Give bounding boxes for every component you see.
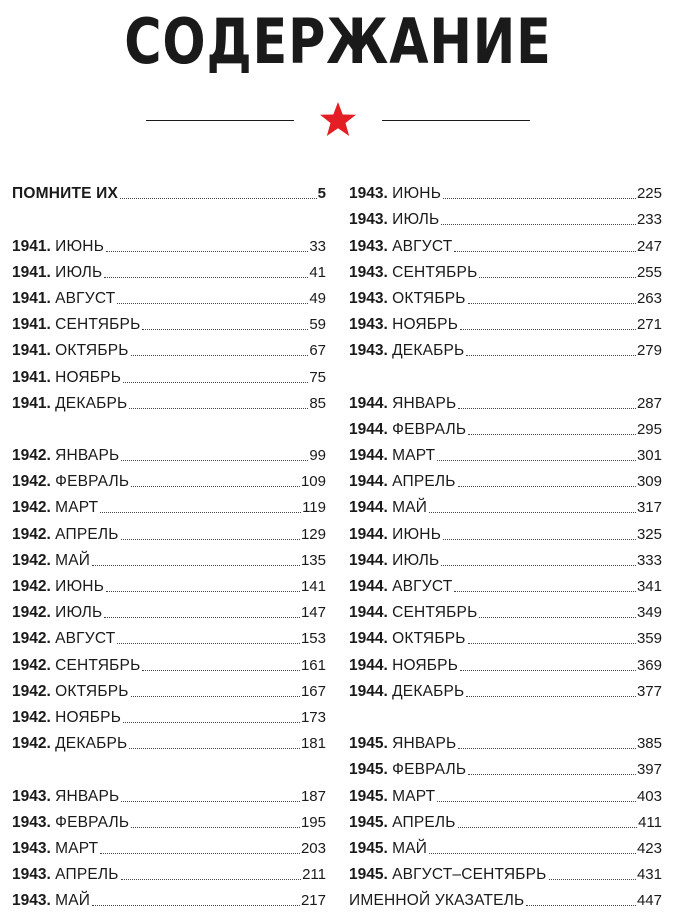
dot-leader [129, 408, 308, 409]
dot-leader [131, 486, 300, 487]
toc-entry-page: 217 [300, 892, 326, 910]
toc-entry-label: ИМЕННОЙ УКАЗАТЕЛЬ [349, 892, 525, 910]
toc-entry-year: 1944. [349, 447, 388, 465]
dot-leader [468, 774, 636, 775]
dot-leader [468, 303, 636, 304]
toc-entry-year: 1943. [12, 787, 51, 805]
toc-entry-year: 1941. [12, 263, 51, 281]
toc-entry-page: 109 [300, 473, 326, 491]
dot-leader [104, 277, 308, 278]
toc-entry[interactable] [12, 230, 326, 256]
toc-entry-page: 317 [636, 499, 662, 517]
toc-entry-year: 1945. [349, 761, 388, 779]
toc-entry-year: 1944. [349, 473, 388, 491]
toc-entry-year: 1943. [349, 289, 388, 307]
toc-entry-year: 1944. [349, 394, 388, 412]
toc-entry-page: 203 [300, 839, 326, 857]
toc-entry-year: 1943. [349, 185, 388, 203]
toc-entry-page: 287 [636, 394, 662, 412]
dot-leader [466, 355, 636, 356]
toc-entry-year: 1941. [12, 342, 51, 360]
toc-entry-label: СЕНТЯБРЬ [392, 263, 478, 281]
toc-entry[interactable] [349, 518, 662, 544]
toc-entry-label: СЕНТЯБРЬ [55, 656, 141, 674]
toc-entry-year: 1942. [12, 578, 51, 595]
toc-entry-year: 1942. [12, 551, 51, 569]
toc-entry[interactable] [349, 807, 662, 833]
toc-entry[interactable] [349, 335, 662, 361]
toc-entry-label: АПРЕЛЬ [55, 866, 119, 884]
toc-entry-page: 309 [636, 473, 662, 491]
dot-leader [458, 748, 636, 749]
toc-entry-year: 1942. [12, 525, 51, 543]
toc-entry-label: ФЕВРАЛЬ [55, 813, 130, 831]
toc-entry-year: 1942. [12, 499, 51, 517]
toc-entry-label: ИЮНЬ [392, 185, 442, 203]
toc-entry[interactable] [12, 571, 326, 597]
toc-entry[interactable] [349, 833, 662, 859]
dot-leader [458, 486, 636, 487]
dot-leader [437, 460, 636, 461]
toc-entry[interactable] [12, 361, 326, 387]
dot-leader [458, 408, 636, 409]
toc-entry-page: 349 [636, 604, 662, 622]
toc-entry-label: ЯНВАРЬ [55, 787, 120, 805]
dot-leader [441, 565, 636, 566]
dot-leader [441, 224, 636, 225]
toc-entry[interactable] [349, 649, 662, 675]
toc-entry-year: 1944. [349, 420, 388, 438]
toc-entry-page: 75 [309, 368, 326, 386]
dot-leader [121, 539, 300, 540]
toc-entry[interactable] [12, 335, 326, 361]
toc-entry-label: ДЕКАБРЬ [55, 394, 128, 412]
dot-leader [120, 198, 317, 199]
toc-entry-page: 153 [300, 630, 326, 648]
toc-entry-page: 119 [302, 499, 326, 517]
section-gap [349, 361, 662, 387]
dot-leader [104, 617, 300, 618]
dot-leader [443, 198, 636, 199]
toc-entry-page: 99 [309, 447, 326, 465]
toc-entry-label: ДЕКАБРЬ [392, 682, 465, 700]
toc-entry-label: МАРТ [392, 447, 436, 465]
toc-entry-year: 1945. [349, 787, 388, 805]
toc-entry-page: 59 [309, 316, 326, 334]
toc-entry-label: АПРЕЛЬ [392, 813, 456, 831]
dot-leader [121, 460, 308, 461]
toc-entry-year: 1942. [12, 708, 51, 726]
toc-entry[interactable] [349, 545, 662, 571]
star-icon [318, 100, 358, 140]
toc-entry-year: 1942. [12, 604, 51, 622]
section-gap [349, 702, 662, 728]
toc-entry-label: АВГУСТ–СЕНТЯБРЬ [392, 866, 547, 884]
toc-entry-page: 67 [309, 342, 326, 360]
dot-leader [117, 643, 300, 644]
toc-entry[interactable] [12, 807, 326, 833]
toc-entry-page: 333 [636, 551, 662, 569]
toc-entry-label: МАРТ [55, 499, 99, 517]
section-gap [12, 754, 326, 780]
toc-entry[interactable] [12, 178, 326, 204]
dot-leader [454, 591, 636, 592]
dot-leader [100, 512, 301, 513]
toc-entry-year: 1944. [349, 630, 388, 648]
toc-entry-page: 195 [300, 813, 326, 831]
toc-entry[interactable] [349, 388, 662, 414]
dot-leader [468, 434, 636, 435]
toc-entry[interactable] [349, 309, 662, 335]
toc-entry-year: 1943. [12, 813, 51, 831]
toc-entry-year: 1945. [349, 866, 388, 884]
toc-entry-label: ОКТЯБРЬ [55, 682, 129, 700]
toc-entry[interactable] [12, 388, 326, 414]
toc-entry[interactable] [349, 466, 662, 492]
toc-entry[interactable] [349, 597, 662, 623]
toc-entry-label: ОКТЯБРЬ [392, 289, 466, 307]
section-gap [12, 414, 326, 440]
toc-entry-page: 247 [636, 237, 662, 255]
toc-entry-page: 359 [636, 630, 662, 648]
toc-entry-label: ФЕВРАЛЬ [392, 420, 467, 438]
toc-entry-page: 397 [636, 761, 662, 779]
dot-leader [106, 251, 308, 252]
toc-entry-year: 1943. [12, 839, 51, 857]
toc-entry-year: 1941. [12, 289, 51, 307]
page-title: СОДЕРЖАНИЕ [124, 5, 552, 78]
toc-entry[interactable] [12, 623, 326, 649]
toc-entry-label: МАРТ [392, 787, 436, 805]
toc-entry-label: НОЯБРЬ [392, 656, 459, 674]
toc-entry-label: АВГУСТ [55, 289, 116, 307]
toc-entry[interactable] [12, 702, 326, 728]
toc-entry-label: ИЮЛЬ [392, 551, 440, 569]
toc-entry-label: АВГУСТ [55, 630, 116, 648]
toc-entry-page: 41 [309, 263, 326, 281]
toc-entry-label: ЯНВАРЬ [55, 447, 120, 465]
toc-entry[interactable] [12, 676, 326, 702]
toc-entry-label: ИЮЛЬ [392, 211, 440, 229]
dot-leader [121, 801, 300, 802]
toc-entry-year: 1942. [12, 630, 51, 648]
toc-entry-page: 187 [300, 787, 326, 805]
toc-entry[interactable] [12, 597, 326, 623]
toc-entry-label: ИЮНЬ [392, 525, 442, 543]
dot-leader [458, 827, 637, 828]
toc-entry-year: 1943. [349, 211, 388, 229]
toc-entry-year: 1945. [349, 813, 388, 831]
toc-entry-year: 1941. [12, 394, 51, 412]
toc-entry-label: ЯНВАРЬ [392, 735, 457, 753]
toc-entry[interactable] [349, 283, 662, 309]
toc-entry[interactable] [349, 754, 662, 780]
toc-entry-label: НОЯБРЬ [392, 316, 459, 334]
dot-leader [526, 905, 636, 906]
toc-entry-year: 1941. [12, 237, 51, 255]
toc-entry-page: 129 [300, 525, 326, 543]
dot-leader [131, 355, 309, 356]
toc-entry[interactable] [12, 545, 326, 571]
toc-entry-year: 1942. [12, 656, 51, 674]
toc-entry-label: СЕНТЯБРЬ [392, 604, 478, 622]
toc-entry-year: 1943. [349, 263, 388, 281]
toc-entry[interactable] [12, 309, 326, 335]
toc-entry-page: 263 [636, 289, 662, 307]
dot-leader [460, 329, 636, 330]
toc-entry-page: 255 [636, 263, 662, 281]
toc-entry[interactable] [12, 780, 326, 806]
dot-leader [460, 670, 636, 671]
toc-entry[interactable] [349, 414, 662, 440]
toc-entry-label: ФЕВРАЛЬ [55, 473, 130, 491]
toc-entry-year: 1943. [12, 866, 51, 884]
toc-entry[interactable] [349, 885, 662, 911]
toc-entry-label: АПРЕЛЬ [392, 473, 456, 491]
dot-leader [437, 801, 636, 802]
divider-left [146, 120, 294, 121]
toc-entry-page: 403 [636, 787, 662, 805]
dot-leader [100, 853, 300, 854]
toc-entry-year: 1944. [349, 656, 388, 674]
toc-entry[interactable] [349, 178, 662, 204]
toc-entry[interactable] [349, 230, 662, 256]
toc-entry[interactable] [12, 859, 326, 885]
dot-leader [429, 853, 636, 854]
toc-entry-label: МАЙ [392, 839, 428, 857]
toc-entry-page: 173 [300, 708, 326, 726]
toc-entry-page: 33 [309, 237, 326, 255]
toc-entry-label: ДЕКАБРЬ [55, 735, 128, 753]
dot-leader [142, 670, 300, 671]
dot-leader [443, 539, 636, 540]
toc-entry-page: 341 [636, 578, 662, 595]
toc-entry-label: ЯНВАРЬ [392, 394, 457, 412]
toc-entry-year: 1944. [349, 551, 388, 569]
toc-entry-label: ОКТЯБРЬ [392, 630, 466, 648]
toc-entry[interactable] [12, 649, 326, 675]
toc-entry-year: 1944. [349, 578, 388, 595]
toc-entry-year: 1941. [12, 368, 51, 386]
toc-entry-year: 1945. [349, 735, 388, 753]
dot-leader [123, 722, 300, 723]
toc-entry[interactable] [12, 466, 326, 492]
toc-entry[interactable] [12, 283, 326, 309]
title-ornament [0, 96, 676, 146]
section-gap [12, 204, 326, 230]
dot-leader [479, 277, 636, 278]
toc-entry[interactable] [12, 833, 326, 859]
dot-leader [131, 827, 300, 828]
toc-entry-year: 1944. [349, 499, 388, 517]
toc-entry-page: 49 [309, 289, 326, 307]
dot-leader [468, 643, 636, 644]
toc-entry-page: 167 [300, 682, 326, 700]
toc-entry[interactable] [349, 780, 662, 806]
toc-entry[interactable] [12, 492, 326, 518]
toc-entry-page: 85 [309, 394, 326, 412]
dot-leader [454, 251, 636, 252]
toc-entry[interactable] [12, 518, 326, 544]
divider-right [382, 120, 530, 121]
toc-entry-page: 301 [636, 447, 662, 465]
toc-entry-year: 1943. [349, 316, 388, 334]
toc-entry-label: ДЕКАБРЬ [392, 342, 465, 360]
toc-entry-label: НОЯБРЬ [55, 368, 122, 386]
toc-entry[interactable] [349, 623, 662, 649]
toc-entry-label: ИЮНЬ [55, 237, 105, 255]
toc-entry-label: СЕНТЯБРЬ [55, 316, 141, 334]
toc-entry-page: 411 [638, 813, 662, 831]
toc-entry-label: ОКТЯБРЬ [55, 342, 129, 360]
toc-entry-label: МАЙ [392, 499, 428, 517]
dot-leader [429, 512, 636, 513]
dot-leader [92, 905, 300, 906]
toc-entry-page: 423 [636, 839, 662, 857]
toc-entry-page: 271 [636, 316, 662, 334]
toc-entry[interactable] [12, 885, 326, 911]
toc-entry-page: 295 [636, 420, 662, 438]
dot-leader [123, 382, 308, 383]
toc-entry-page: 211 [302, 866, 326, 884]
toc-column-right [349, 178, 662, 911]
toc-entry-page: 431 [636, 866, 662, 884]
dot-leader [549, 879, 636, 880]
toc-entry-label: АВГУСТ [392, 578, 453, 595]
dot-leader [131, 696, 300, 697]
toc-entry[interactable] [349, 204, 662, 230]
toc-entry-year: 1942. [12, 473, 51, 491]
toc-entry-page: 279 [636, 342, 662, 360]
toc-entry-page: 233 [636, 211, 662, 229]
dot-leader [479, 617, 636, 618]
toc-entry-year: 1942. [12, 735, 51, 753]
toc-entry[interactable] [349, 571, 662, 597]
toc-entry-year: 1943. [349, 237, 388, 255]
dot-leader [121, 879, 301, 880]
toc-entry-year: 1943. [12, 892, 51, 910]
toc-entry-label: ИЮЛЬ [55, 604, 103, 622]
toc-column-left [12, 178, 326, 911]
toc-entry-label: ФЕВРАЛЬ [392, 761, 467, 779]
toc-entry-page: 385 [636, 735, 662, 753]
dot-leader [466, 696, 636, 697]
toc-entry[interactable] [349, 440, 662, 466]
toc-entry-label: ИЮНЬ [55, 578, 105, 595]
dot-leader [142, 329, 308, 330]
toc-entry-label: НОЯБРЬ [55, 708, 122, 726]
dot-leader [106, 591, 300, 592]
dot-leader [92, 565, 300, 566]
toc-entry-page: 181 [300, 735, 326, 753]
toc-entry-page: 141 [300, 578, 326, 595]
toc-entry-page: 369 [636, 656, 662, 674]
toc-entry-label: МАЙ [55, 551, 91, 569]
toc-entry-page: 377 [636, 682, 662, 700]
toc-entry-year: 1944. [349, 604, 388, 622]
toc-entry[interactable] [12, 728, 326, 754]
toc-entry[interactable] [349, 492, 662, 518]
toc-entry-label: АВГУСТ [392, 237, 453, 255]
toc-entry-label: ПОМНИТЕ ИХ [12, 185, 119, 203]
dot-leader [117, 303, 308, 304]
toc-entry-page: 447 [636, 892, 662, 910]
toc-entry[interactable] [349, 676, 662, 702]
toc-entry-page: 161 [300, 656, 326, 674]
toc-entry-page: 5 [317, 185, 326, 203]
toc-entry-label: МАРТ [55, 839, 99, 857]
toc-entry-page: 135 [300, 551, 326, 569]
toc-entry[interactable] [12, 257, 326, 283]
toc-entry-page: 147 [300, 604, 326, 622]
toc-entry-year: 1942. [12, 447, 51, 465]
toc-entry-year: 1941. [12, 316, 51, 334]
toc-entry-page: 325 [636, 525, 662, 543]
dot-leader [129, 748, 300, 749]
toc-entry[interactable] [349, 859, 662, 885]
toc-entry-label: АПРЕЛЬ [55, 525, 119, 543]
toc-entry-page: 225 [636, 185, 662, 203]
toc-entry-year: 1944. [349, 525, 388, 543]
toc-entry-year: 1942. [12, 682, 51, 700]
toc-entry-year: 1944. [349, 682, 388, 700]
toc-entry-year: 1943. [349, 342, 388, 360]
toc-entry[interactable] [12, 440, 326, 466]
toc-entry-label: ИЮЛЬ [55, 263, 103, 281]
toc-entry[interactable] [349, 728, 662, 754]
toc-entry-label: МАЙ [55, 892, 91, 910]
toc-entry[interactable] [349, 257, 662, 283]
toc-entry-year: 1945. [349, 839, 388, 857]
